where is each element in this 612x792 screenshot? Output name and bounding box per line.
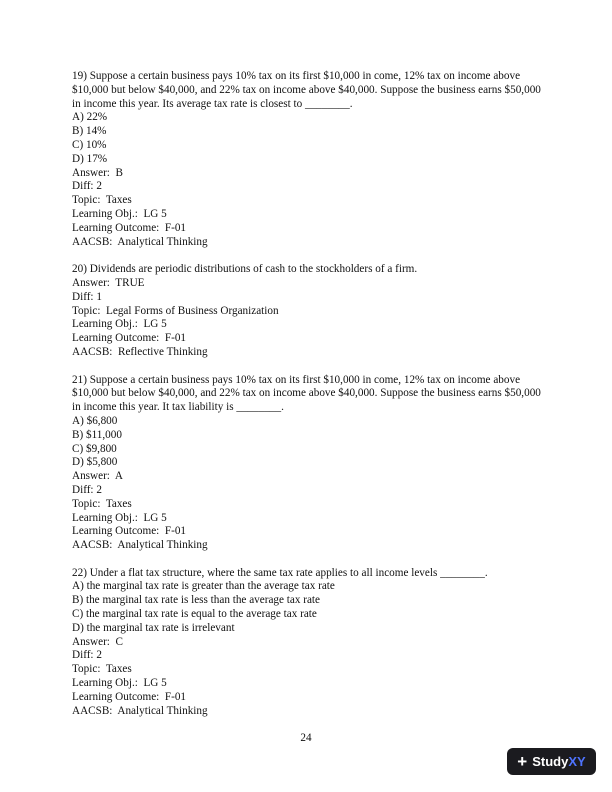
- answer-key: Answer: A: [72, 470, 123, 483]
- answer-key: Answer: B: [72, 166, 123, 179]
- learning-outcome: Learning Outcome: F-01: [72, 690, 187, 703]
- aacsb: AACSB: Analytical Thinking: [72, 235, 208, 248]
- question-list: [72, 70, 542, 732]
- learning-objective: Learning Obj.: LG 5: [72, 677, 167, 690]
- learning-objective: Learning Obj.: LG 5: [72, 207, 167, 220]
- learning-outcome: Learning Outcome: F-01: [72, 332, 187, 345]
- difficulty: Diff: 2: [72, 649, 102, 662]
- topic: Topic: Legal Forms of Business Organization: [72, 304, 279, 317]
- badge-brand-accent: XY: [568, 754, 586, 769]
- plus-icon: +: [517, 752, 528, 771]
- answer-option: D) the marginal tax rate is irrelevant: [72, 621, 235, 634]
- answer-option: C) 10%: [72, 138, 107, 151]
- learning-outcome: Learning Outcome: F-01: [72, 221, 187, 234]
- question-20: [72, 263, 542, 360]
- topic: Topic: Taxes: [72, 663, 132, 676]
- question-19: [72, 70, 542, 249]
- answer-option: A) the marginal tax rate is greater than the average tax rate: [72, 580, 335, 593]
- learning-objective: Learning Obj.: LG 5: [72, 511, 167, 524]
- studyxy-badge[interactable]: [507, 748, 596, 775]
- badge-brand-main: Study: [532, 754, 569, 769]
- answer-option: D) $5,800: [72, 456, 118, 469]
- answer-key: Answer: TRUE: [72, 276, 145, 289]
- aacsb: AACSB: Reflective Thinking: [72, 345, 208, 358]
- question-stem: 21) Suppose a certain business pays 10% tax on its first $10,000 in come, 12% tax on income above $10,000 but below $40,000, and 22% tax on income above $40,000. Suppose the business earns $50,000 in income this year. It tax liability is ________.: [72, 373, 541, 414]
- learning-objective: Learning Obj.: LG 5: [72, 318, 167, 331]
- topic: Topic: Taxes: [72, 497, 132, 510]
- difficulty: Diff: 2: [72, 483, 102, 496]
- learning-outcome: Learning Outcome: F-01: [72, 525, 187, 538]
- answer-option: B) 14%: [72, 125, 107, 138]
- page-number: 24: [300, 732, 312, 744]
- question-21: [72, 374, 542, 553]
- answer-option: B) $11,000: [72, 428, 122, 441]
- question-22: [72, 567, 542, 719]
- answer-option: C) $9,800: [72, 442, 117, 455]
- question-stem: 19) Suppose a certain business pays 10% tax on its first $10,000 in come, 12% tax on income above $10,000 but below $40,000, and 22% tax on income above $40,000. Suppose the business earns $50,000 in income this year. Its average tax rate is closest to ________.: [72, 70, 541, 110]
- difficulty: Diff: 1: [72, 290, 102, 303]
- answer-option: A) $6,800: [72, 414, 118, 427]
- topic: Topic: Taxes: [72, 194, 132, 207]
- answer-option: B) the marginal tax rate is less than the average tax rate: [72, 594, 320, 607]
- question-stem: 22) Under a flat tax structure, where the same tax rate applies to all income levels ________.: [72, 566, 488, 579]
- answer-option: D) 17%: [72, 152, 108, 165]
- difficulty: Diff: 2: [72, 180, 102, 193]
- answer-key: Answer: C: [72, 635, 123, 648]
- aacsb: AACSB: Analytical Thinking: [72, 539, 208, 552]
- aacsb: AACSB: Analytical Thinking: [72, 704, 208, 717]
- answer-option: C) the marginal tax rate is equal to the average tax rate: [72, 608, 317, 621]
- answer-option: A) 22%: [72, 111, 108, 124]
- badge-brand: [532, 754, 585, 769]
- question-stem: 20) Dividends are periodic distributions of cash to the stockholders of a firm.: [72, 263, 418, 276]
